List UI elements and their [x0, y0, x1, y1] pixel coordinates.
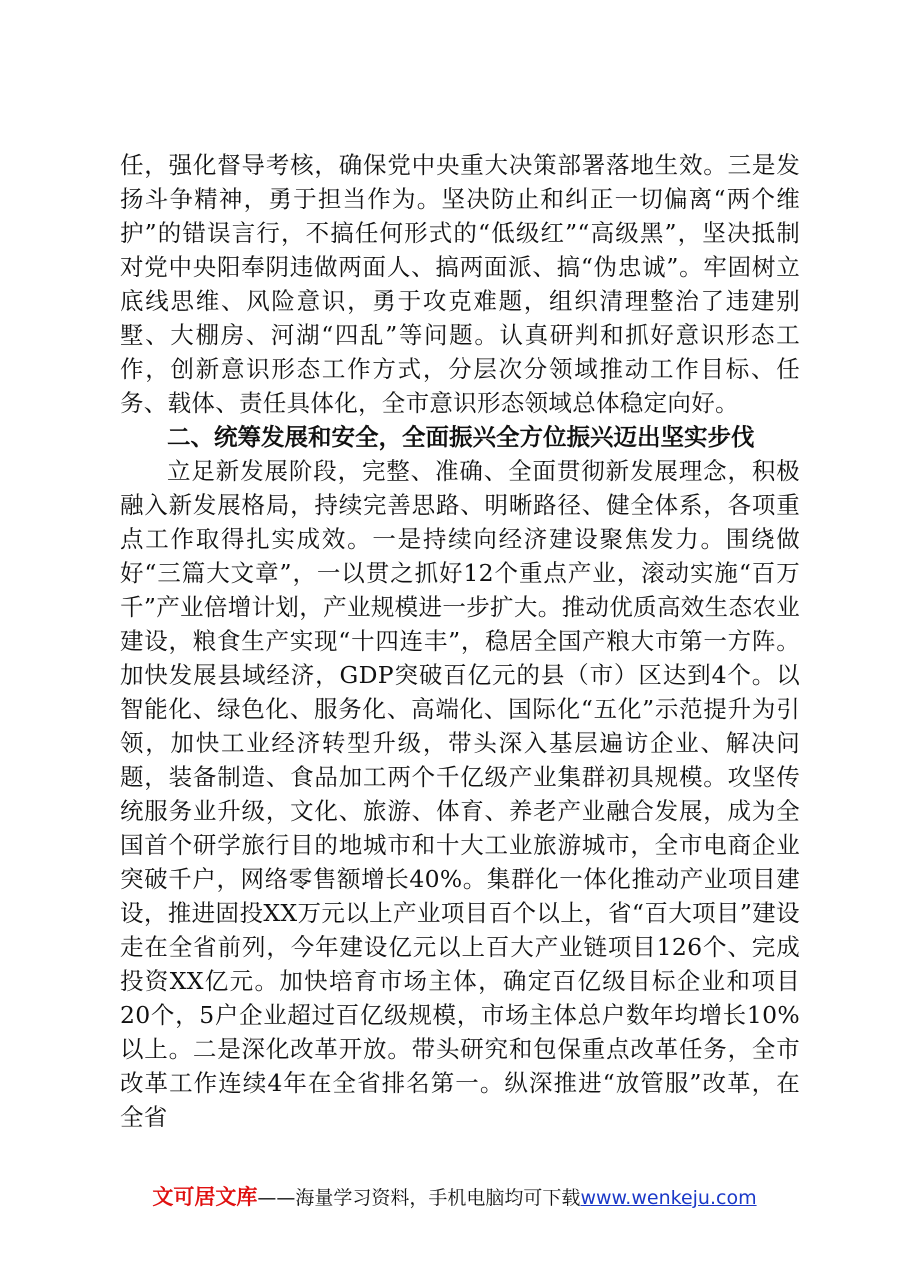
footer-banner — [0, 1183, 909, 1212]
footer-brand: 文可居文库 — [152, 1185, 258, 1209]
footer-link[interactable]: www.wenkeju.com — [580, 1187, 757, 1209]
section-heading: 二、统筹发展和安全，全面振兴全方位振兴迈出坚实步伐 — [167, 423, 755, 451]
body-paragraph: 立足新发展阶段，完整、准确、全面贯彻新发展理念，积极融入新发展格局，持续完善思路、明晰路径、健全体系，各项重点工作取得扎实成效。一是持续向经济建设聚焦发力。围绕做好“三篇大文章”，一以贯之抓好12个重点产业，滚动实施“百万千”产业倍增计划，产业规模进一步扩大。推动优质高效生态农业建设，粮食生产实现“十四连丰”，稳居全国产粮大市第一方阵。加快发展县域经济，GDP突破百亿元的县（市）区达到4个。以智能化、绿色化、服务化、高端化、国际化“五化”示范提升为引领，加快工业经济转型升级，带头深入基层遍访企业、解决问题，装备制造、食品加工两个千亿级产业集群初具规模。攻坚传统服务业升级，文化、旅游、体育、养老产业融合发展，成为全国首个研学旅行目的地城市和十大工业旅游城市，全市电商企业突破千户，网络零售额增长40%。集群化一体化推动产业项目建设，推进固投XX万元以上产业项目百个以上，省“百大项目”建设走在全省前列，今年建设亿元以上百大产业链项目126个、完成投资XX亿元。加快培育市场主体，确定百亿级目标企业和项目20个，5户企业超过百亿级规模，市场主体总户数年均增长10%以上。二是深化改革开放。带头研究和包保重点改革任务，全市改革工作连续4年在全省排名第一。纵深推进“放管服”改革，在全省 — [120, 457, 800, 1131]
body-paragraph: 任，强化督导考核，确保党中央重大决策部署落地生效。三是发扬斗争精神，勇于担当作为。坚决防止和纠正一切偏离“两个维护”的错误言行，不搞任何形式的“低级红”“高级黑”，坚决抵制对党中央阳奉阴违做两面人、搞两面派、搞“伪忠诚”。牢固树立底线思维、风险意识，勇于攻克难题，组织清理整治了违建别墅、大棚房、河湖“四乱”等问题。认真研判和抓好意识形态工作，创新意识形态工作方式，分层次分领域推动工作目标、任务、载体、责任具体化，全市意识形态领域总体稳定向好。 — [120, 151, 800, 417]
footer-tagline: ——海量学习资料，手机电脑均可下载 — [257, 1187, 581, 1209]
document-body — [120, 148, 800, 1134]
